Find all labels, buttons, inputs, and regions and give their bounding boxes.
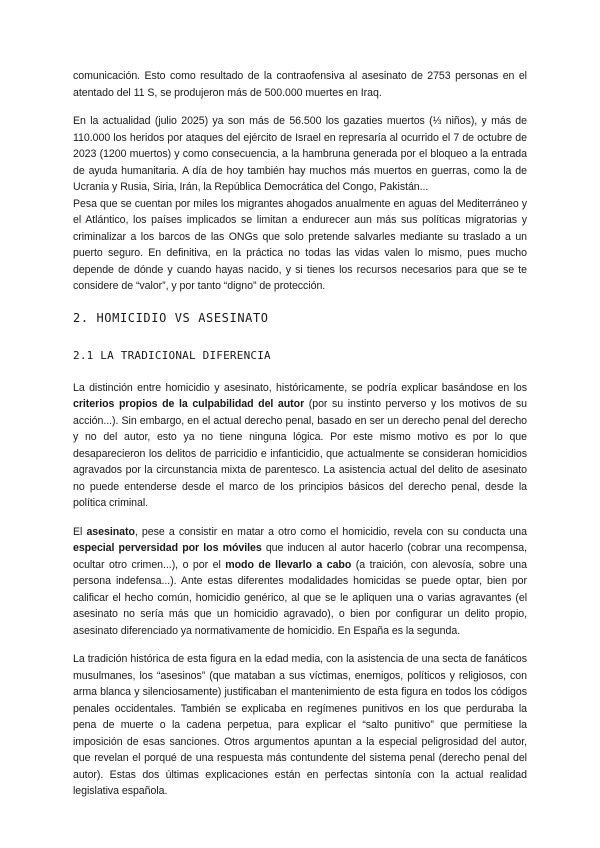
bold-run: criterios propios de la culpabilidad del autor <box>73 398 305 410</box>
text-run: que inducen al autor hacerlo (cobrar una recompensa, ocultar otro crimen...), o por el <box>73 542 527 571</box>
text-run: La distinción entre homicidio y asesinato, históricamente, se podría explicar basándose en los <box>73 381 527 394</box>
text-run: (por su instinto perverso y los motivos de su acción...). Sin embargo, en el actual derecho penal, basado en ser un derecho penal del derecho y no del autor, esto ya no tiene ninguna lógica. Por este mismo motivo es por lo que desaparecieron los delitos de parricidio e infanticidio, que actualmente se consideran homicidios agravados por la circunstancia mixta de parentesco. La asistencia actual del delito de asesinato no puede entenderse desde el marco de los principios básicos del derecho penal, desde la política criminal. <box>73 398 527 509</box>
bold-run: modo de llevarlo a cabo <box>225 558 352 571</box>
paragraph-tradicion-historica: La tradición histórica de esta figura en la edad media, con la asistencia de una secta de fanáticos musulmanes, los “asesinos” (que mataban a sus víctimas, enemigos, políticos y religiosos, con arma blanca y silenciosamente) justificaban el mantenimiento de esta figura en todos los códigos penales occidentales. También se explicaba en regímenes punitivos en los que perduraba la pena de muerte o la cadena perpetua, para explicar el “salto punitivo” que permitiese la imposición de esas sanciones. Otros argumentos apuntan a la especial peligrosidad del autor, que revelan el porqué de una respuesta más contundente del sistema penal (derecho penal del autor). Estas dos últimas explicaciones están en perfectas sintonía con la actual realidad legislativa española. <box>73 653 527 797</box>
paragraph-migrants: Pesa que se cuentan por miles los migrantes ahogados anualmente en aguas del Mediterráneo y el Atlántico, los países implicados se limitan a endurecer aun más sus políticas migratorias y criminalizar a los barcos de las ONGs que solo pretende salvarles mediante su traslado a un puerto seguro. En definitiva, en la práctica no todas las vidas valen lo mismo, pues mucho depende de dónde y cuando hayas nacido, y si tienes los recursos necesarios para que se te considere de “valor”, y por tanto “digno” de protección. <box>73 197 527 292</box>
text-run: , pese a consistir en matar a otro como el homicidio, revela con su conducta una <box>134 525 527 538</box>
paragraph-iraq: comunicación. Esto como resultado de la contraofensiva al asesinato de 2753 personas en el atentado del 11 S, se produjeron más de 500.000 muertes en Iraq. <box>73 70 527 99</box>
text-run: (a traición, con alevosía, sobre una persona indefensa...). Ante estas diferentes modalidades homicidas se puede optar, bien por calificar el hecho común, homicidio genérico, al que se le apliquen una o varias agravantes (el asesinato no sería más que un homicidio agravado), o bien por configurar un delito propio, asesinato diferenciado ya normativamente de homicidio. En España es la segunda. <box>73 558 527 637</box>
text-run: El <box>73 525 87 538</box>
paragraph-asesinato <box>73 524 527 640</box>
bold-run: especial perversidad por los móviles <box>73 542 262 554</box>
bold-run: asesinato <box>86 525 135 538</box>
section-heading-homicidio-vs-asesinato: 2. HOMICIDIO VS ASESINATO <box>73 310 269 325</box>
subsection-heading-tradicional-diferencia: 2.1 LA TRADICIONAL DIFERENCIA <box>73 348 271 362</box>
paragraph-gaza: En la actualidad (julio 2025) ya son más de 56.500 los gazaties muertos (⅓ niños), y más de 110.000 los heridos por ataques del ejército de Israel en represaría al ocurrido el 7 de octubre de 2023 (1200 muertos) y como consecuencia, a la hambruna generada por el bloqueo a la entrada de ayuda humanitaria. A día de hoy también hay muchos más muertos en guerras, como la de Ucrania y Rusia, Siria, Irán, la República Democrática del Congo, Pakistán... <box>73 115 527 193</box>
paragraph-distincion <box>73 380 527 512</box>
